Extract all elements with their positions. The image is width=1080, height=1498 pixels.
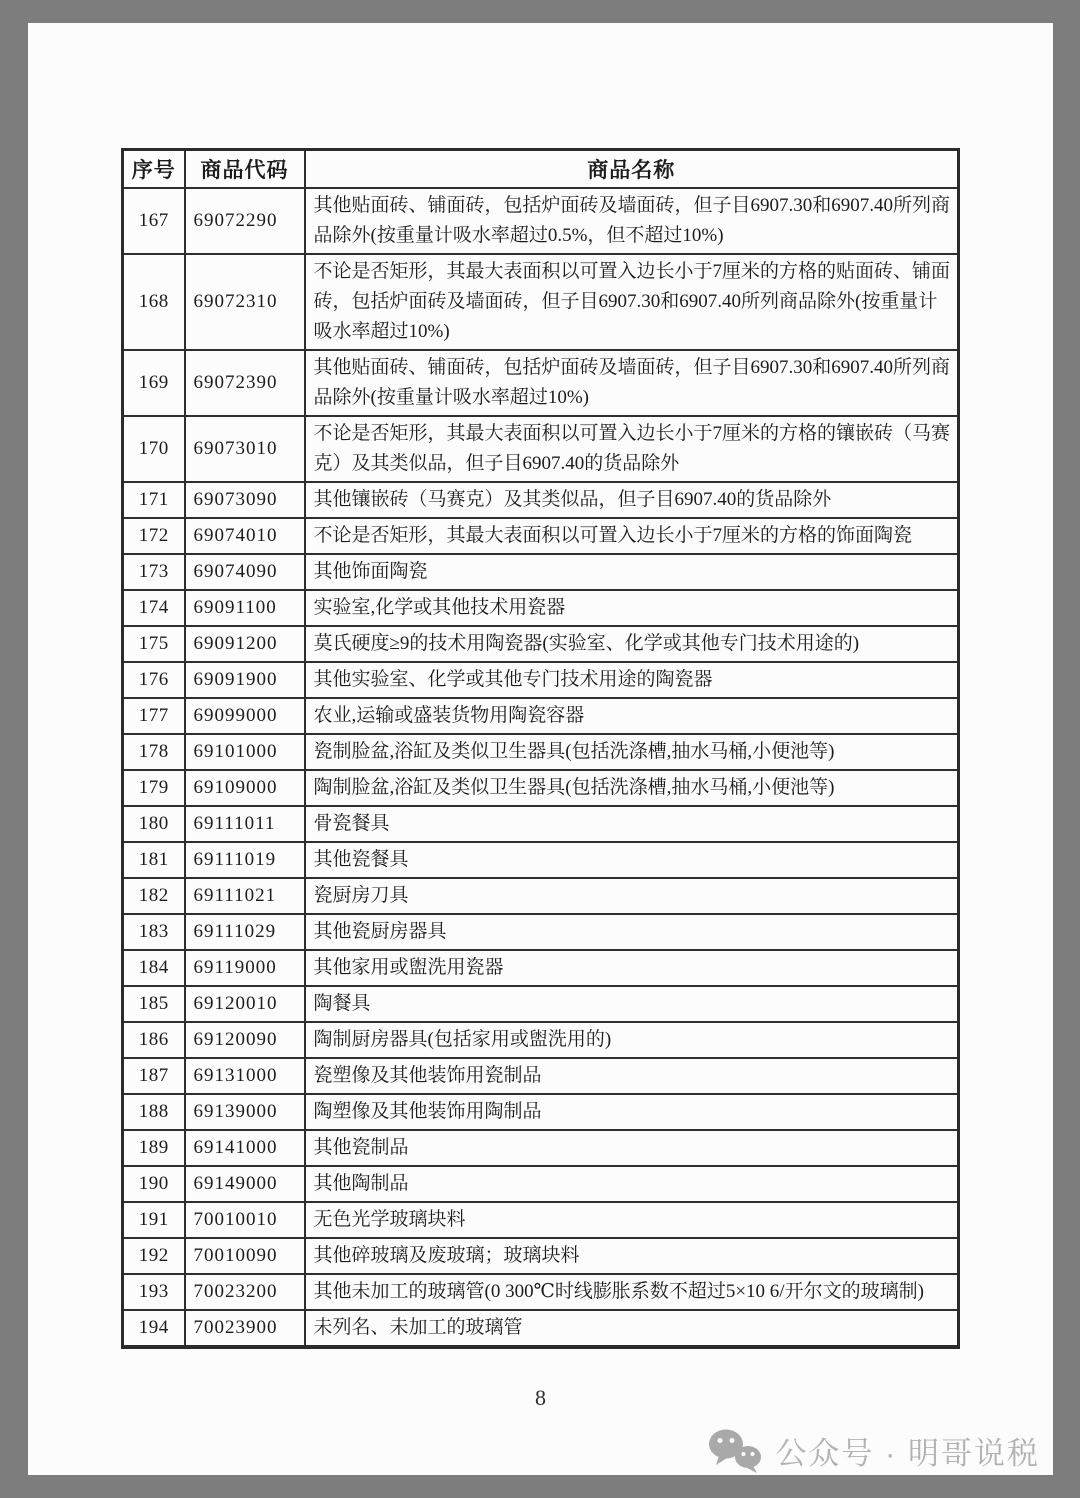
row-code-cell: 69119000 bbox=[185, 950, 305, 986]
row-code-cell: 69099000 bbox=[185, 698, 305, 734]
row-code-cell: 69111029 bbox=[185, 914, 305, 950]
row-serial-cell: 177 bbox=[123, 698, 185, 734]
row-serial-cell: 174 bbox=[123, 590, 185, 626]
row-code-cell: 69072390 bbox=[185, 350, 305, 416]
row-name-cell: 瓷塑像及其他装饰用瓷制品 bbox=[305, 1058, 959, 1094]
row-code-cell: 70023900 bbox=[185, 1310, 305, 1347]
row-serial-cell: 188 bbox=[123, 1094, 185, 1130]
row-name-cell: 陶餐具 bbox=[305, 986, 959, 1022]
table-row bbox=[123, 1202, 959, 1238]
row-name-cell: 陶塑像及其他装饰用陶制品 bbox=[305, 1094, 959, 1130]
row-serial-cell: 189 bbox=[123, 1130, 185, 1166]
row-serial-cell: 184 bbox=[123, 950, 185, 986]
row-serial-cell: 175 bbox=[123, 626, 185, 662]
row-name-cell: 其他未加工的玻璃管(0 300℃时线膨胀系数不超过5×10 6/开尔文的玻璃制) bbox=[305, 1274, 959, 1310]
row-code-cell: 70010090 bbox=[185, 1238, 305, 1274]
row-code-cell: 69091900 bbox=[185, 662, 305, 698]
header-commodity-code: 商品代码 bbox=[185, 150, 305, 189]
table-row bbox=[123, 1238, 959, 1274]
row-code-cell: 70010010 bbox=[185, 1202, 305, 1238]
table-row bbox=[123, 1130, 959, 1166]
table-row bbox=[123, 1274, 959, 1310]
row-name-cell: 未列名、未加工的玻璃管 bbox=[305, 1310, 959, 1347]
row-code-cell: 69073090 bbox=[185, 482, 305, 518]
table-row bbox=[123, 1058, 959, 1094]
header-commodity-name: 商品名称 bbox=[305, 150, 959, 189]
row-serial-cell: 173 bbox=[123, 554, 185, 590]
table-row bbox=[123, 518, 959, 554]
table-row bbox=[123, 254, 959, 350]
row-code-cell: 69091100 bbox=[185, 590, 305, 626]
table-row bbox=[123, 1022, 959, 1058]
page-number: 8 bbox=[535, 1385, 546, 1410]
row-serial-cell: 167 bbox=[123, 188, 185, 254]
row-name-cell: 其他贴面砖、铺面砖，包括炉面砖及墙面砖，但子目6907.30和6907.40所列商品除外(按重量计吸水率超过10%) bbox=[305, 350, 959, 416]
table-row bbox=[123, 770, 959, 806]
row-code-cell: 69074010 bbox=[185, 518, 305, 554]
table-row bbox=[123, 590, 959, 626]
table-row bbox=[123, 698, 959, 734]
table-row bbox=[123, 1166, 959, 1202]
row-name-cell: 陶制厨房器具(包括家用或盥洗用的) bbox=[305, 1022, 959, 1058]
row-serial-cell: 182 bbox=[123, 878, 185, 914]
table-row bbox=[123, 416, 959, 482]
row-serial-cell: 176 bbox=[123, 662, 185, 698]
watermark bbox=[707, 1427, 1040, 1473]
row-code-cell: 69074090 bbox=[185, 554, 305, 590]
table-header-row bbox=[123, 150, 959, 189]
row-code-cell: 69072310 bbox=[185, 254, 305, 350]
row-name-cell: 莫氏硬度≥9的技术用陶瓷器(实验室、化学或其他专门技术用途的) bbox=[305, 626, 959, 662]
row-serial-cell: 181 bbox=[123, 842, 185, 878]
table-row bbox=[123, 482, 959, 518]
row-serial-cell: 192 bbox=[123, 1238, 185, 1274]
row-name-cell: 其他贴面砖、铺面砖，包括炉面砖及墙面砖，但子目6907.30和6907.40所列商品除外(按重量计吸水率超过0.5%，但不超过10%) bbox=[305, 188, 959, 254]
table-row bbox=[123, 914, 959, 950]
row-name-cell: 不论是否矩形，其最大表面积以可置入边长小于7厘米的方格的饰面陶瓷 bbox=[305, 518, 959, 554]
row-serial-cell: 170 bbox=[123, 416, 185, 482]
table-row bbox=[123, 842, 959, 878]
table-row bbox=[123, 734, 959, 770]
table-row bbox=[123, 1094, 959, 1130]
row-code-cell: 69120010 bbox=[185, 986, 305, 1022]
row-code-cell: 69111011 bbox=[185, 806, 305, 842]
table-row bbox=[123, 878, 959, 914]
row-serial-cell: 183 bbox=[123, 914, 185, 950]
table-row bbox=[123, 950, 959, 986]
row-code-cell: 70023200 bbox=[185, 1274, 305, 1310]
row-serial-cell: 172 bbox=[123, 518, 185, 554]
table-row bbox=[123, 986, 959, 1022]
row-code-cell: 69120090 bbox=[185, 1022, 305, 1058]
row-name-cell: 其他瓷制品 bbox=[305, 1130, 959, 1166]
wechat-icon bbox=[707, 1427, 763, 1473]
row-serial-cell: 185 bbox=[123, 986, 185, 1022]
row-name-cell: 其他碎玻璃及废玻璃；玻璃块料 bbox=[305, 1238, 959, 1274]
row-serial-cell: 194 bbox=[123, 1310, 185, 1347]
commodity-table bbox=[121, 148, 960, 1349]
table-row bbox=[123, 806, 959, 842]
table-row bbox=[123, 662, 959, 698]
row-serial-cell: 191 bbox=[123, 1202, 185, 1238]
header-serial-number: 序号 bbox=[123, 150, 185, 189]
row-serial-cell: 180 bbox=[123, 806, 185, 842]
row-serial-cell: 186 bbox=[123, 1022, 185, 1058]
row-serial-cell: 171 bbox=[123, 482, 185, 518]
row-code-cell: 69141000 bbox=[185, 1130, 305, 1166]
row-code-cell: 69111021 bbox=[185, 878, 305, 914]
row-serial-cell: 187 bbox=[123, 1058, 185, 1094]
row-name-cell: 不论是否矩形，其最大表面积以可置入边长小于7厘米的方格的贴面砖、铺面砖，包括炉面砖及墙面砖，但子目6907.30和6907.40所列商品除外(按重量计吸水率超过10%) bbox=[305, 254, 959, 350]
row-name-cell: 其他家用或盥洗用瓷器 bbox=[305, 950, 959, 986]
row-name-cell: 其他瓷厨房器具 bbox=[305, 914, 959, 950]
row-code-cell: 69091200 bbox=[185, 626, 305, 662]
table-row bbox=[123, 188, 959, 254]
row-name-cell: 其他饰面陶瓷 bbox=[305, 554, 959, 590]
row-code-cell: 69139000 bbox=[185, 1094, 305, 1130]
row-name-cell: 不论是否矩形，其最大表面积以可置入边长小于7厘米的方格的镶嵌砖（马赛克）及其类似品，但子目6907.40的货品除外 bbox=[305, 416, 959, 482]
row-name-cell: 瓷制脸盆,浴缸及类似卫生器具(包括洗涤槽,抽水马桶,小便池等) bbox=[305, 734, 959, 770]
row-name-cell: 陶制脸盆,浴缸及类似卫生器具(包括洗涤槽,抽水马桶,小便池等) bbox=[305, 770, 959, 806]
table-row bbox=[123, 1310, 959, 1347]
row-code-cell: 69111019 bbox=[185, 842, 305, 878]
row-serial-cell: 179 bbox=[123, 770, 185, 806]
row-code-cell: 69101000 bbox=[185, 734, 305, 770]
row-serial-cell: 178 bbox=[123, 734, 185, 770]
row-name-cell: 其他实验室、化学或其他专门技术用途的陶瓷器 bbox=[305, 662, 959, 698]
row-name-cell: 农业,运输或盛装货物用陶瓷容器 bbox=[305, 698, 959, 734]
row-code-cell: 69073010 bbox=[185, 416, 305, 482]
row-name-cell: 瓷厨房刀具 bbox=[305, 878, 959, 914]
watermark-text: 公众号 · 明哥说税 bbox=[775, 1435, 1040, 1471]
row-name-cell: 其他瓷餐具 bbox=[305, 842, 959, 878]
row-name-cell: 其他镶嵌砖（马赛克）及其类似品，但子目6907.40的货品除外 bbox=[305, 482, 959, 518]
table-row bbox=[123, 554, 959, 590]
row-name-cell: 实验室,化学或其他技术用瓷器 bbox=[305, 590, 959, 626]
row-serial-cell: 168 bbox=[123, 254, 185, 350]
row-name-cell: 无色光学玻璃块料 bbox=[305, 1202, 959, 1238]
row-serial-cell: 190 bbox=[123, 1166, 185, 1202]
table-row bbox=[123, 350, 959, 416]
table-row bbox=[123, 626, 959, 662]
row-code-cell: 69072290 bbox=[185, 188, 305, 254]
row-serial-cell: 193 bbox=[123, 1274, 185, 1310]
row-name-cell: 其他陶制品 bbox=[305, 1166, 959, 1202]
row-code-cell: 69109000 bbox=[185, 770, 305, 806]
row-code-cell: 69131000 bbox=[185, 1058, 305, 1094]
row-name-cell: 骨瓷餐具 bbox=[305, 806, 959, 842]
row-code-cell: 69149000 bbox=[185, 1166, 305, 1202]
document-page bbox=[28, 23, 1053, 1475]
row-serial-cell: 169 bbox=[123, 350, 185, 416]
